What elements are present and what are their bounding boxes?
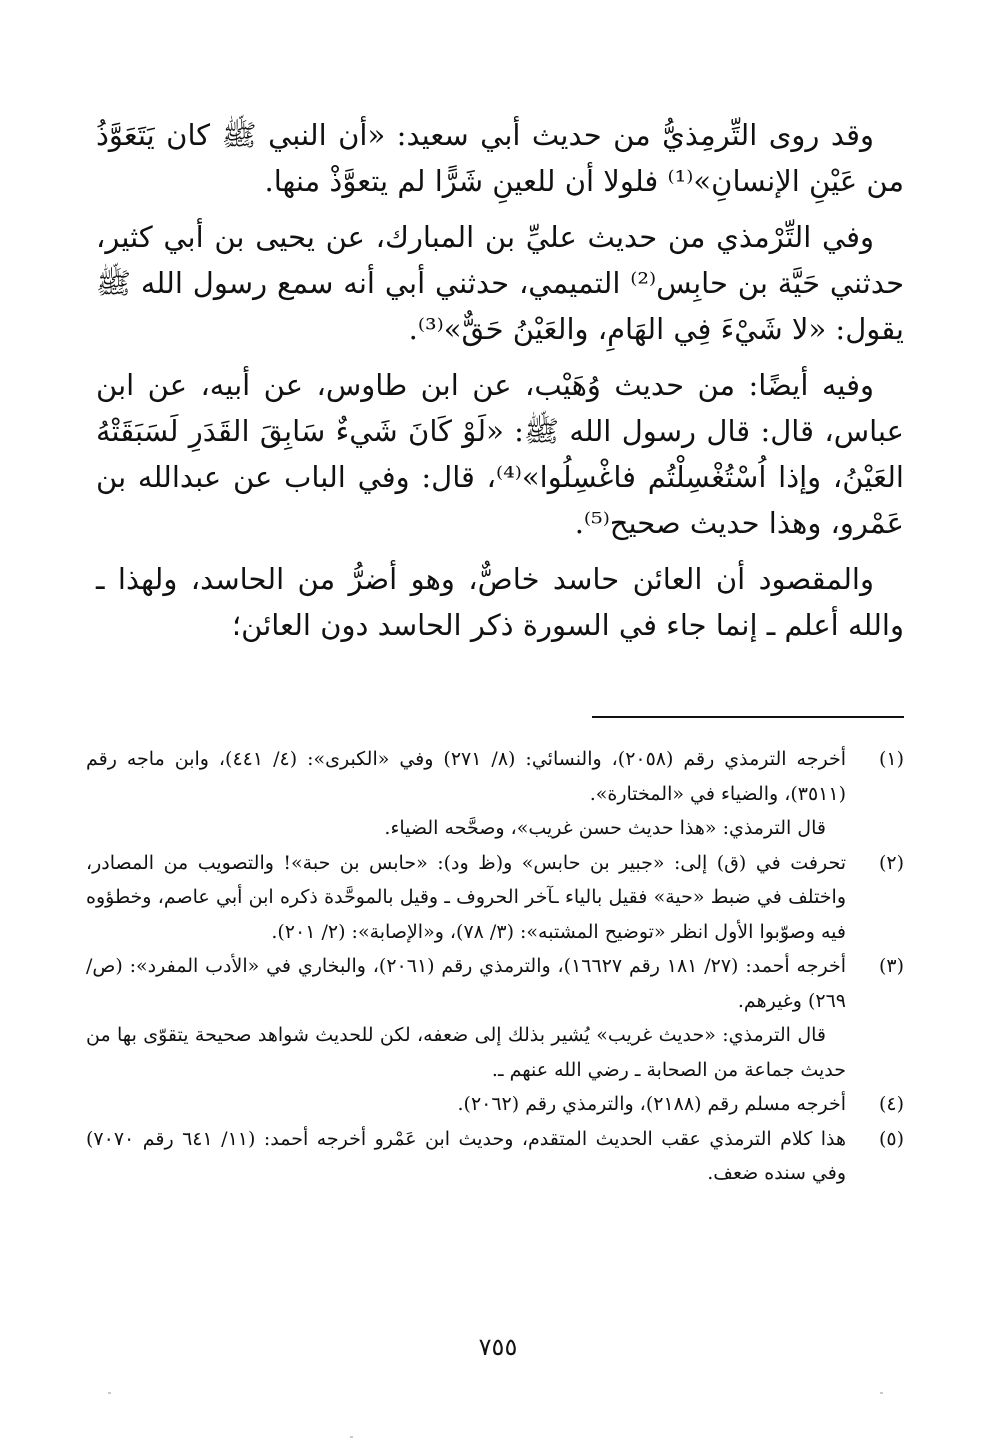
footnote-number: (١) (878, 748, 904, 770)
paragraph-4: والمقصود أن العائن حاسد خاصٌّ، وهو أضرُّ من الحاسد، ولهذا ـ والله أعلم ـ إنما جاء في السورة ذكر الحاسد دون العائن؛ (96, 562, 904, 642)
footnote-text: تحرفت في (ق) إلى: «جبير بن حابس» و(ظ ود): «حابس بن حبة»! والتصويب من المصادر، واختلف في ضبط «حية» فقيل بالياء ـآخر الحروف ـ وقيل بالموحَّدة ذكره ابن أبي عاصم، وخطؤوه فيه وصوّبوا الأول انظر «توضيح المشتبه»: (٣/ ٧٨)، و«الإصابة»: (٢/ ٢٠١). (86, 851, 846, 943)
footnote-text: أخرجه الترمذي رقم (٢٠٥٨)، والنسائي: (٨/ ٢٧١) وفي «الكبرى»: (٤/ ٤٤١)، وابن ماجه رقم (٣٥١١)، والضياء في «المختارة». (86, 748, 846, 805)
page-number: ٧٥٥ (478, 1333, 518, 1361)
scan-speck (350, 1436, 353, 1438)
footnote-3 (86, 949, 904, 1018)
footnote-5 (86, 1122, 904, 1191)
footnote-3-comment: قال الترمذي: «حديث غريب» يُشير بذلك إلى ضعفه، لكن للحديث شواهد صحيحة يتقوّى بها من حديث جماعة من الصحابة ـ رضي الله عنهم ـ. (86, 1024, 846, 1081)
paragraph-1: وقد روى التِّرمِذيُّ من حديث أبي سعيد: «أن النبي ﷺ كان يَتَعَوَّذُ من عَيْنِ الإنسانِ»⁽¹⁾ فلولا أن للعينِ شَرًّا لم يتعوَّذْ منها. (96, 118, 904, 198)
footnotes (86, 742, 904, 1191)
scan-speck (880, 1392, 883, 1394)
footnote-number: (٤) (878, 1093, 904, 1115)
footnote-text: أخرجه أحمد: (٢٧/ ١٨١ رقم ١٦٦٢٧)، والترمذي رقم (٢٠٦١)، والبخاري في «الأدب المفرد»: (ص/ ٢٦٩) وغيرهم. (86, 955, 846, 1012)
main-text (96, 112, 904, 658)
footnote-4 (86, 1087, 904, 1122)
footnote-number: (٥) (878, 1127, 904, 1150)
footnote-separator (592, 716, 904, 718)
footnote-1-comment: قال الترمذي: «هذا حديث حسن غريب»، وصحَّحه الضياء. (384, 817, 826, 839)
footnote-text: أخرجه مسلم رقم (٢١٨٨)، والترمذي رقم (٢٠٦٢). (457, 1093, 846, 1115)
paragraph-3: وفيه أيضًا: من حديث وُهَيْب، عن ابن طاوس، عن أبيه، عن ابن عباس، قال: قال رسول الله ﷺ: «لَوْ كَانَ شَيءٌ سَابِقَ القَدَرِ لَسَبَقَتْهُ العَيْنُ، وإذا اُسْتُغْسِلْتُم فاغْسِلُوا»⁽⁴⁾، قال: وفي الباب عن عبدالله بن عَمْرو، وهذا حديث صحيح⁽⁵⁾. (96, 368, 904, 540)
footnote-number: (٢) (878, 851, 904, 874)
footnote-text: هذا كلام الترمذي عقب الحديث المتقدم، وحديث ابن عَمْرو أخرجه أحمد: (١١/ ٦٤١ رقم ٧٠٧٠) وفي سنده ضعف. (86, 1127, 846, 1184)
scan-speck (108, 1392, 111, 1394)
footnote-number: (٣) (878, 955, 904, 977)
footnote-1 (86, 742, 904, 811)
footnote-2 (86, 846, 904, 950)
paragraph-2: وفي التِّرْمذي من حديث عليِّ بن المبارك، عن يحيى بن أبي كثير، حدثني حَيَّة بن حابِس⁽²⁾ التميمي، حدثني أبي أنه سمع رسول الله ﷺ يقول: «لا شَيْءَ فِي الهَامِ، والعَيْنُ حَقٌّ»⁽³⁾. (96, 220, 904, 346)
